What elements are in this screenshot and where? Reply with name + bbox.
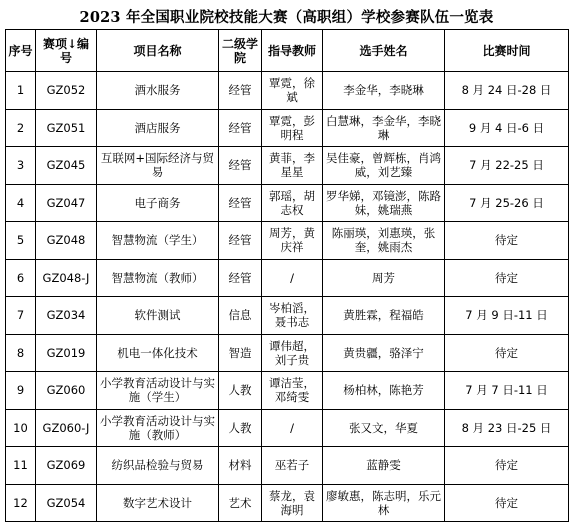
cell-name: 智慧物流（学生） <box>97 222 219 260</box>
cell-teacher: 谭洁莹，邓绮雯 <box>262 372 323 410</box>
header-seq: 序号 <box>6 30 36 72</box>
team-table <box>5 29 569 522</box>
cell-time: 9 月 4 日-6 日 <box>445 109 569 147</box>
cell-teacher: / <box>262 409 323 447</box>
cell-time: 待定 <box>445 447 569 485</box>
cell-teacher: 蔡龙，袁海明 <box>262 484 323 522</box>
cell-players: 陈丽瑛，刘惠瑛，张奎，姚雨杰 <box>323 222 445 260</box>
cell-seq: 4 <box>6 184 36 222</box>
cell-code: GZ052 <box>36 72 97 110</box>
cell-time: 7 月 25-26 日 <box>445 184 569 222</box>
cell-name: 智慧物流（教师） <box>97 259 219 297</box>
cell-code: GZ054 <box>36 484 97 522</box>
cell-name: 酒水服务 <box>97 72 219 110</box>
cell-teacher: 谭伟超，刘子贵 <box>262 334 323 372</box>
header-college: 二级学院 <box>219 30 262 72</box>
cell-college: 经管 <box>219 184 262 222</box>
cell-time: 待定 <box>445 222 569 260</box>
header-players: 选手姓名 <box>323 30 445 72</box>
cell-seq: 5 <box>6 222 36 260</box>
cell-teacher: 郭瑶，胡志权 <box>262 184 323 222</box>
cell-college: 艺术 <box>219 484 262 522</box>
cell-name: 互联网+国际经济与贸易 <box>97 147 219 185</box>
table-row <box>6 297 569 335</box>
cell-time: 7 月 22-25 日 <box>445 147 569 185</box>
cell-seq: 11 <box>6 447 36 485</box>
cell-college: 经管 <box>219 259 262 297</box>
cell-name: 数字艺术设计 <box>97 484 219 522</box>
table-row <box>6 109 569 147</box>
table-row <box>6 259 569 297</box>
cell-players: 张又文，华夏 <box>323 409 445 447</box>
cell-college: 人教 <box>219 409 262 447</box>
cell-teacher: 岑柏滔，聂书志 <box>262 297 323 335</box>
cell-code: GZ060-J <box>36 409 97 447</box>
cell-players: 蓝静雯 <box>323 447 445 485</box>
cell-college: 经管 <box>219 147 262 185</box>
cell-code: GZ048 <box>36 222 97 260</box>
cell-seq: 9 <box>6 372 36 410</box>
cell-players: 李金华，李晓琳 <box>323 72 445 110</box>
table-row <box>6 409 569 447</box>
cell-name: 机电一体化技术 <box>97 334 219 372</box>
cell-code: GZ051 <box>36 109 97 147</box>
cell-college: 材料 <box>219 447 262 485</box>
cell-players: 黄胜霖，程福皓 <box>323 297 445 335</box>
cell-seq: 7 <box>6 297 36 335</box>
header-time: 比赛时间 <box>445 30 569 72</box>
table-row <box>6 372 569 410</box>
cell-time: 7 月 7 日-11 日 <box>445 372 569 410</box>
cell-teacher: 黄菲，李星星 <box>262 147 323 185</box>
cell-time: 待定 <box>445 484 569 522</box>
cell-code: GZ019 <box>36 334 97 372</box>
cell-teacher: 覃霓，徐斌 <box>262 72 323 110</box>
table-row <box>6 222 569 260</box>
cell-players: 杨柏林，陈艳芳 <box>323 372 445 410</box>
table-row <box>6 447 569 485</box>
cell-players: 罗华娣，邓镜澎，陈路妹，姚瑞燕 <box>323 184 445 222</box>
cell-name: 小学教育活动设计与实施（教师） <box>97 409 219 447</box>
header-teacher: 指导教师 <box>262 30 323 72</box>
table-row <box>6 184 569 222</box>
header-row <box>6 30 569 72</box>
cell-players: 吴佳豪，曾辉栋，肖鸿威，刘艺臻 <box>323 147 445 185</box>
cell-college: 经管 <box>219 72 262 110</box>
cell-college: 经管 <box>219 222 262 260</box>
cell-seq: 10 <box>6 409 36 447</box>
cell-time: 待定 <box>445 334 569 372</box>
table-row <box>6 334 569 372</box>
cell-seq: 2 <box>6 109 36 147</box>
cell-teacher: 覃霓，彭明程 <box>262 109 323 147</box>
cell-name: 酒店服务 <box>97 109 219 147</box>
cell-name: 软件测试 <box>97 297 219 335</box>
cell-players: 周芳 <box>323 259 445 297</box>
cell-time: 待定 <box>445 259 569 297</box>
table-row <box>6 147 569 185</box>
cell-college: 信息 <box>219 297 262 335</box>
cell-seq: 3 <box>6 147 36 185</box>
cell-seq: 6 <box>6 259 36 297</box>
cell-code: GZ047 <box>36 184 97 222</box>
cell-college: 人教 <box>219 372 262 410</box>
table-row <box>6 484 569 522</box>
cell-time: 8 月 24 日-28 日 <box>445 72 569 110</box>
cell-players: 廖敏惠，陈志明，乐元林 <box>323 484 445 522</box>
cell-time: 7 月 9 日-11 日 <box>445 297 569 335</box>
cell-players: 黄贵疆，骆泽宁 <box>323 334 445 372</box>
cell-players: 白慧琳，李金华，李晓琳 <box>323 109 445 147</box>
cell-teacher: 巫若子 <box>262 447 323 485</box>
cell-college: 经管 <box>219 109 262 147</box>
cell-seq: 12 <box>6 484 36 522</box>
cell-code: GZ060 <box>36 372 97 410</box>
cell-teacher: 周芳，黄庆祥 <box>262 222 323 260</box>
cell-name: 纺织品检验与贸易 <box>97 447 219 485</box>
cell-name: 小学教育活动设计与实施（学生） <box>97 372 219 410</box>
cell-teacher: / <box>262 259 323 297</box>
cell-college: 智造 <box>219 334 262 372</box>
cell-code: GZ048-J <box>36 259 97 297</box>
cell-code: GZ034 <box>36 297 97 335</box>
cell-seq: 8 <box>6 334 36 372</box>
header-code: 赛项↓编号 <box>36 30 97 72</box>
cell-code: GZ069 <box>36 447 97 485</box>
page-title: 2023 年全国职业院校技能大赛（高职组）学校参赛队伍一览表 <box>79 9 494 26</box>
cell-seq: 1 <box>6 72 36 110</box>
cell-name: 电子商务 <box>97 184 219 222</box>
cell-time: 8 月 23 日-25 日 <box>445 409 569 447</box>
header-name: 项目名称 <box>97 30 219 72</box>
table-row <box>6 72 569 110</box>
cell-code: GZ045 <box>36 147 97 185</box>
